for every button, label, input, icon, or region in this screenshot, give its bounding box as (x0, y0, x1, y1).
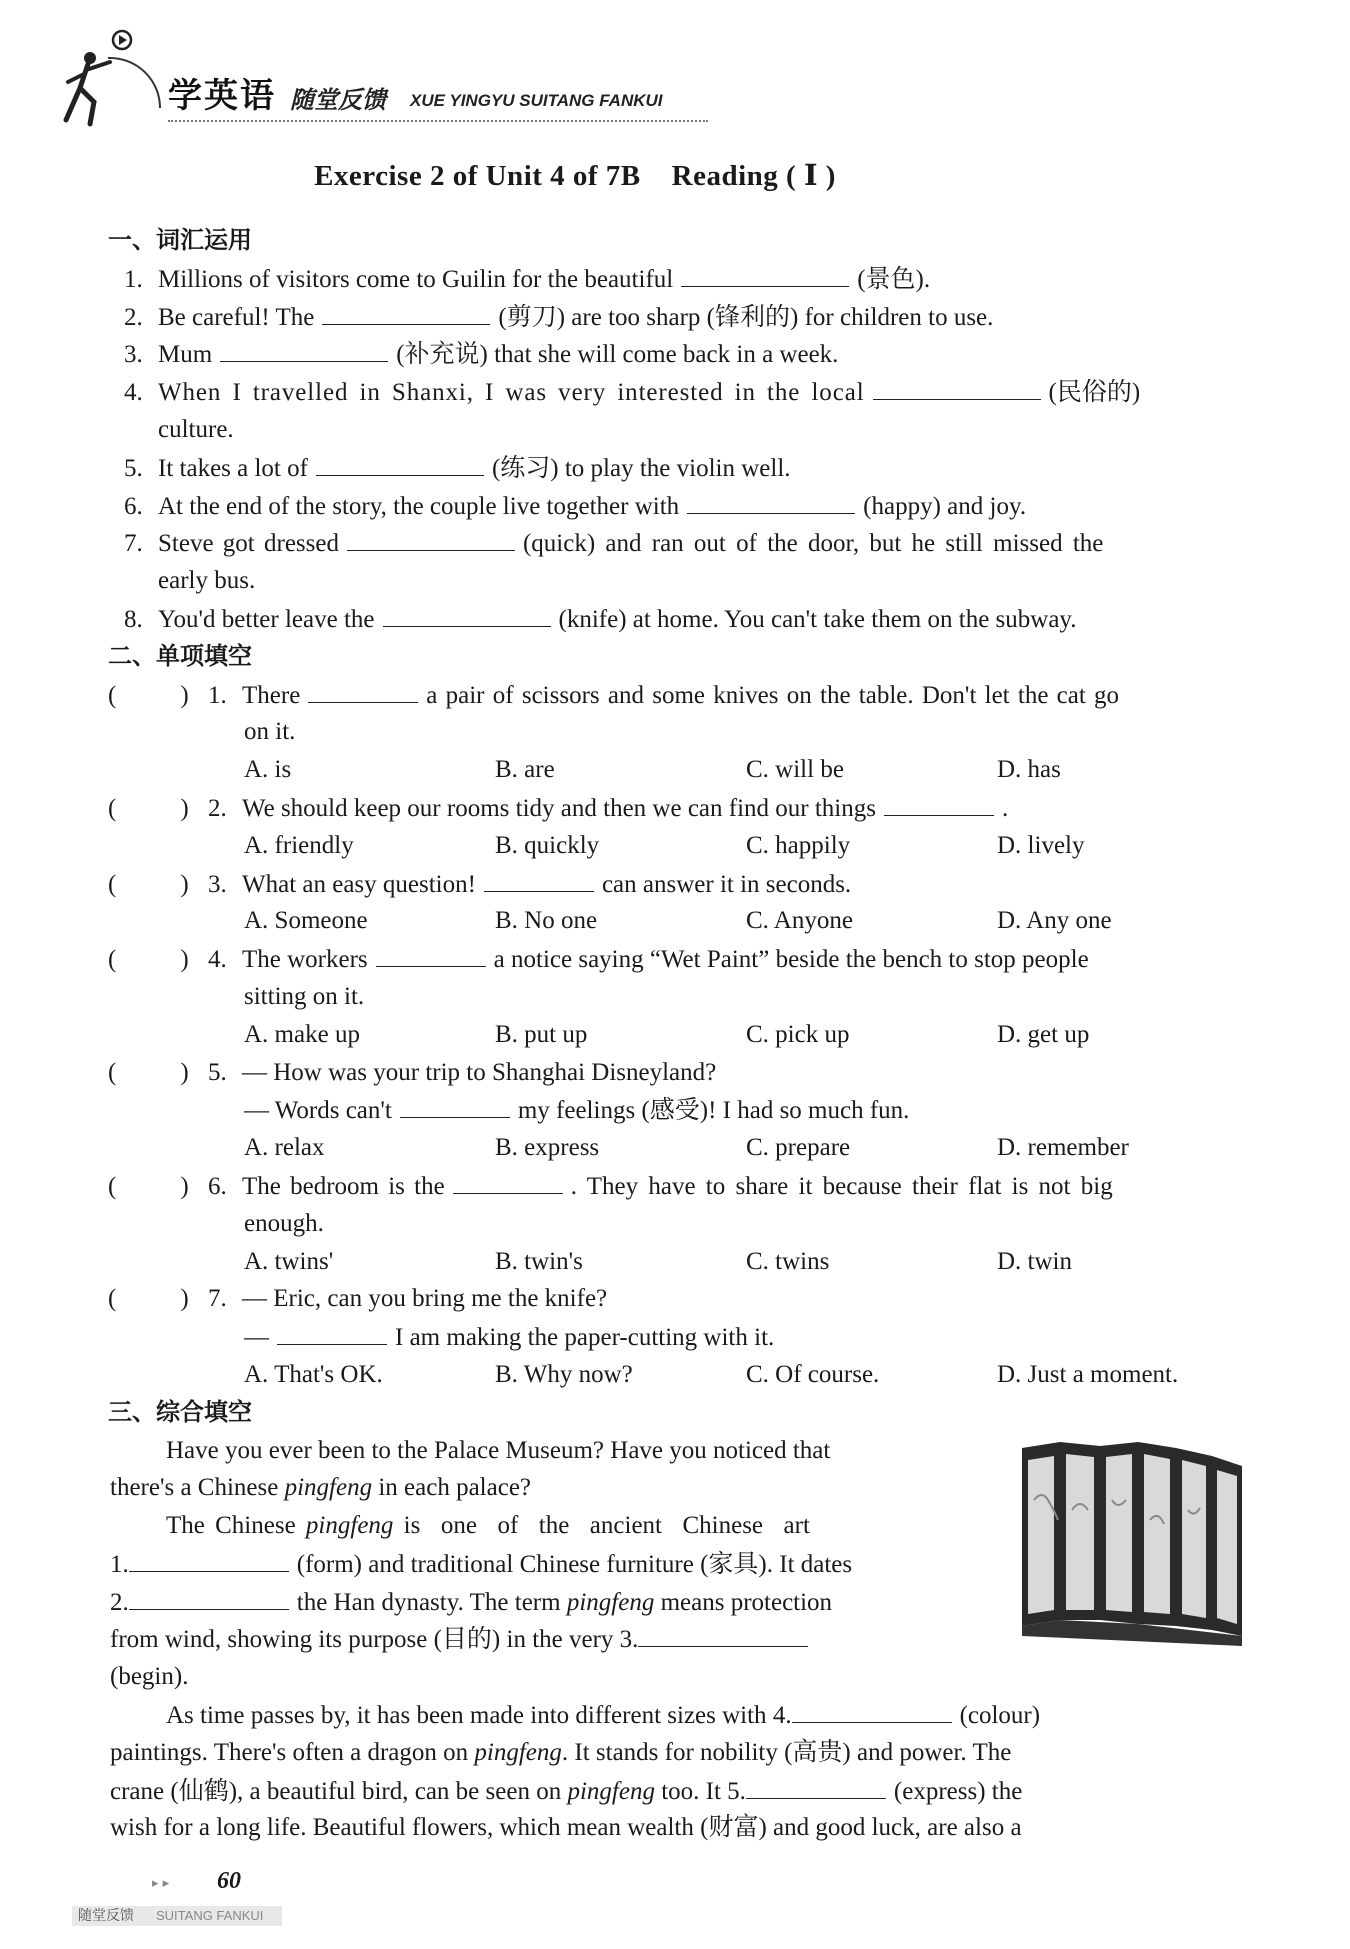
mc-question: ( ) 4. The workers a notice saying “Wet Paint” beside the bench to stop people (108, 940, 1260, 978)
option-b[interactable]: B. Why now? (495, 1360, 633, 1388)
option-b[interactable]: B. twin's (495, 1247, 583, 1275)
page-number: 60 (217, 1868, 241, 1894)
answer-blank[interactable] (220, 335, 388, 362)
answer-blank[interactable] (316, 449, 484, 476)
section-heading: 二、单项填空 (108, 641, 252, 670)
answer-blank[interactable] (383, 600, 551, 627)
option-c[interactable]: C. Of course. (746, 1360, 880, 1388)
answer-blank[interactable] (129, 1583, 289, 1610)
answer-blank[interactable] (453, 1167, 563, 1194)
option-a[interactable]: A. make up (244, 1020, 360, 1048)
answer-blank[interactable] (129, 1545, 289, 1572)
mc-question: ( ) 7. — Eric, can you bring me the knife? (108, 1285, 608, 1313)
vocab-item: 1. Millions of visitors come to Guilin for the beautiful (景色). (110, 260, 1260, 298)
answer-blank[interactable] (277, 1318, 387, 1345)
mc-question-continued: — I am making the paper-cutting with it. (110, 1318, 1260, 1356)
mc-options (110, 1129, 1260, 1167)
option-b[interactable]: B. put up (495, 1020, 588, 1048)
vocab-item: 6. At the end of the story, the couple live together with (happy) and joy. (110, 487, 1260, 525)
passage-line: from wind, showing its purpose (目的) in the very 3. (110, 1620, 1260, 1658)
page-header (50, 28, 670, 138)
mc-question-continued: enough. (244, 1209, 324, 1237)
passage-line: (begin). (110, 1663, 189, 1691)
mc-options (110, 902, 1260, 940)
option-c[interactable]: C. Anyone (746, 907, 853, 935)
vocab-item-continued: early bus. (158, 567, 256, 595)
footer-cn-label: 随堂反馈 (78, 1908, 134, 1924)
option-c[interactable]: C. pick up (746, 1020, 850, 1048)
mc-question: ( ) 3. What an easy question! can answer it in seconds. (108, 865, 1260, 903)
mc-options (110, 1016, 1260, 1054)
vocab-item: 3. Mum (补充说) that she will come back in a week. (110, 335, 1260, 373)
passage-line: Have you ever been to the Palace Museum? Have you noticed that (166, 1436, 831, 1464)
mc-question-continued: sitting on it. (244, 982, 365, 1010)
passage-line: wish for a long life. Beautiful flowers, which mean wealth (财富) and good luck, are also a (110, 1814, 1022, 1842)
option-a[interactable]: A. Someone (244, 907, 368, 935)
option-a[interactable]: A. twins' (244, 1247, 334, 1275)
mc-options (110, 827, 1260, 865)
folding-screen-illustration (1020, 1440, 1250, 1650)
option-d[interactable]: D. lively (997, 831, 1085, 859)
mc-options (110, 1356, 1260, 1394)
page-footer (72, 1868, 312, 1928)
vocab-item-continued: culture. (158, 415, 234, 443)
header-dotted-rule (168, 120, 708, 122)
passage-line: As time passes by, it has been made into different sizes with 4. (colour) (110, 1696, 1260, 1734)
header-cn-subtitle: 随堂反馈 (290, 86, 386, 114)
mc-question: ( ) 6. The bedroom is the . They have to share it because their flat is not big (108, 1167, 1260, 1205)
option-c[interactable]: C. will be (746, 756, 844, 784)
passage-line: paintings. There's often a dragon on pingfeng. It stands for nobility (高贵) and power. The (110, 1738, 1012, 1766)
answer-blank[interactable] (746, 1772, 886, 1799)
passage-line: 1. (form) and traditional Chinese furniture (家具). It dates (110, 1545, 1260, 1583)
vocab-item: 4. When I travelled in Shanxi, I was very interested in the local (民俗的) (110, 373, 1260, 411)
arrow-marks-icon: ▸ ▸ (152, 1876, 170, 1891)
option-a[interactable]: A. friendly (244, 831, 354, 859)
section-heading: 一、词汇运用 (108, 226, 252, 254)
answer-blank[interactable] (400, 1091, 510, 1118)
answer-blank[interactable] (681, 260, 849, 287)
header-cn-title: 学英语 (168, 76, 276, 116)
runner-logo-icon (50, 28, 170, 128)
option-b[interactable]: B. express (495, 1134, 600, 1162)
option-c[interactable]: C. twins (746, 1247, 830, 1275)
header-en-subtitle: XUE YINGYU SUITANG FANKUI (410, 91, 663, 110)
option-c[interactable]: C. happily (746, 831, 851, 859)
answer-blank[interactable] (484, 865, 594, 892)
mc-question: ( ) 1. There a pair of scissors and some knives on the table. Don't let the cat go (108, 676, 1260, 714)
option-b[interactable]: B. No one (495, 907, 598, 935)
option-a[interactable]: A. That's OK. (244, 1360, 383, 1388)
footer-en-label: SUITANG FANKUI (156, 1908, 264, 1923)
answer-blank[interactable] (792, 1696, 952, 1723)
option-d[interactable]: D. twin (997, 1247, 1072, 1275)
option-a[interactable]: A. relax (244, 1134, 325, 1162)
answer-blank[interactable] (638, 1620, 808, 1647)
answer-blank[interactable] (873, 373, 1041, 400)
vocab-item: 8. You'd better leave the (knife) at home. You can't take them on the subway. (110, 600, 1260, 638)
passage-line: crane (仙鹤), a beautiful bird, can be seen on pingfeng too. It 5. (express) the (110, 1772, 1260, 1810)
option-d[interactable]: D. Any one (997, 907, 1112, 935)
option-d[interactable]: D. remember (997, 1134, 1129, 1162)
option-d[interactable]: D. Just a moment. (997, 1360, 1179, 1388)
option-a[interactable]: A. is (244, 756, 292, 784)
answer-blank[interactable] (308, 676, 418, 703)
mc-options (110, 751, 1260, 789)
option-d[interactable]: D. has (997, 756, 1061, 784)
answer-blank[interactable] (347, 524, 515, 551)
vocab-item: 2. Be careful! The (剪刀) are too sharp (锋利的) for children to use. (110, 298, 1260, 336)
option-b[interactable]: B. are (495, 756, 555, 784)
section-heading: 三、综合填空 (108, 1397, 252, 1426)
mc-question-continued: on it. (244, 718, 296, 746)
passage-line: The Chinese pingfeng is one of the ancient Chinese art (166, 1512, 810, 1540)
answer-blank[interactable] (884, 789, 994, 816)
passage-line: there's a Chinese pingfeng in each palace? (110, 1474, 532, 1502)
mc-question: ( ) 2. We should keep our rooms tidy and then we can find our things . (108, 789, 1260, 827)
option-c[interactable]: C. prepare (746, 1134, 851, 1162)
answer-blank[interactable] (322, 298, 490, 325)
vocab-item: 5. It takes a lot of (练习) to play the violin well. (110, 449, 1260, 487)
exercise-title: Exercise 2 of Unit 4 of 7B Reading ( Ⅰ ) (314, 160, 836, 192)
answer-blank[interactable] (687, 487, 855, 514)
answer-blank[interactable] (376, 940, 486, 967)
vocab-item: 7. Steve got dressed (quick) and ran out of the door, but he still missed the (110, 524, 1260, 562)
passage-line: 2. the Han dynasty. The term pingfeng means protection (110, 1583, 1260, 1621)
mc-options (110, 1243, 1260, 1281)
option-d[interactable]: D. get up (997, 1020, 1090, 1048)
option-b[interactable]: B. quickly (495, 831, 600, 859)
mc-question-continued: — Words can't my feelings (感受)! I had so much fun. (110, 1091, 1260, 1129)
mc-question: ( ) 5. — How was your trip to Shanghai Disneyland? (108, 1058, 717, 1086)
footer-bar (72, 1906, 282, 1926)
